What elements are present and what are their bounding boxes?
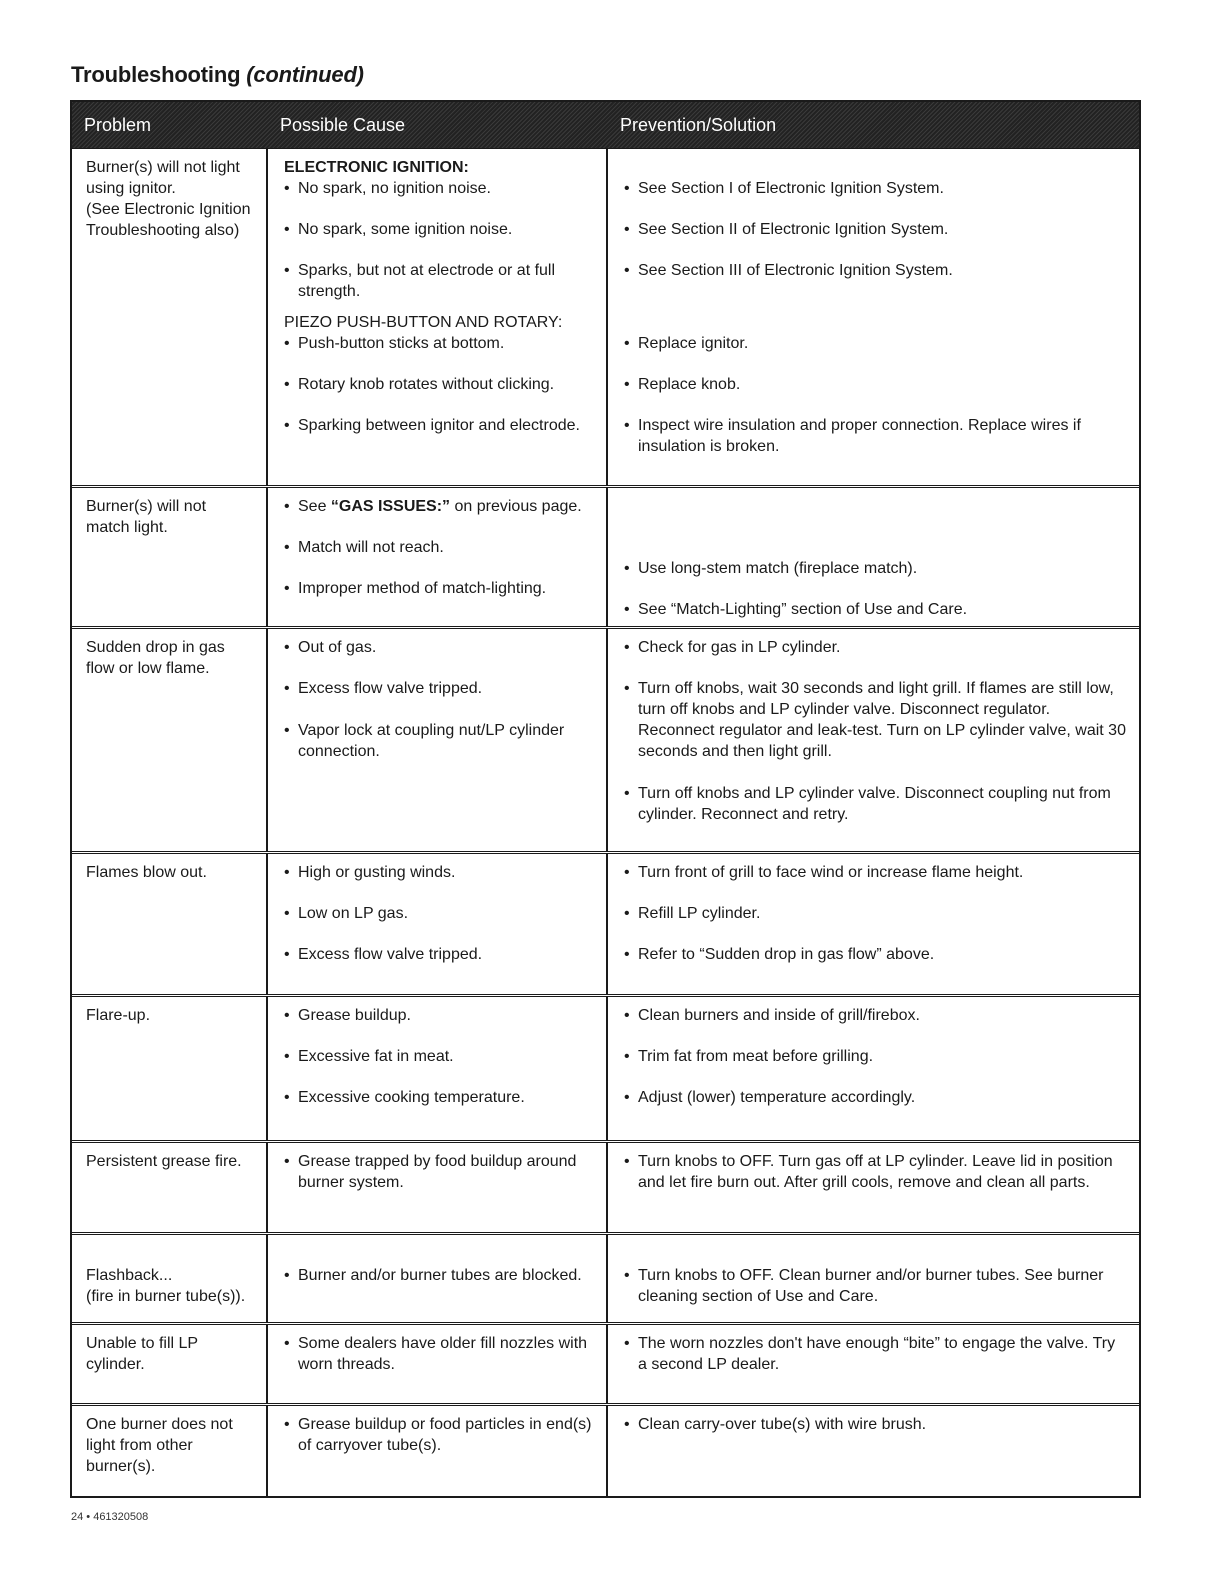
table-row — [72, 626, 1139, 851]
cause-cell — [268, 997, 608, 1140]
cause-item: • Rotary knob rotates without clicking. — [284, 374, 594, 395]
solution-cell — [608, 854, 1139, 994]
cause-entry — [284, 1046, 594, 1067]
cause-entry — [284, 1151, 594, 1193]
solution-item: • See “Match-Lighting” section of Use and Care. — [624, 599, 1127, 620]
problem-cell — [72, 1143, 268, 1232]
troubleshooting-table — [70, 100, 1141, 1498]
cause-cell — [268, 1143, 608, 1232]
cause-entry — [284, 1414, 594, 1456]
problem-text: using ignitor. — [86, 180, 176, 197]
cause-heading: ELECTRONIC IGNITION: — [284, 159, 469, 176]
problem-text: flow or low flame. — [86, 660, 210, 677]
solution-item: • See Section III of Electronic Ignition System. — [624, 260, 1127, 281]
cause-item: • Some dealers have older fill nozzles with worn threads. — [284, 1333, 594, 1375]
cause-entry — [284, 637, 594, 658]
solution-cell — [608, 997, 1139, 1140]
problem-text: Flare-up. — [86, 1007, 151, 1024]
cause-entry — [284, 944, 594, 965]
problem-cell — [72, 488, 268, 626]
problem-text: Unable to fill LP — [86, 1335, 199, 1352]
table-row — [72, 148, 1139, 485]
problem-text: Troubleshooting also) — [86, 222, 240, 239]
table-row — [72, 1403, 1139, 1496]
problem-cell — [72, 1406, 268, 1496]
problem-cell — [72, 149, 268, 485]
cause-entry — [284, 903, 594, 924]
solution-item: • Check for gas in LP cylinder. — [624, 637, 1127, 658]
solution-item: • Replace ignitor. — [624, 333, 1127, 354]
table-row — [72, 1232, 1139, 1322]
problem-text: Burner(s) will not light — [86, 159, 240, 176]
cause-entry — [284, 374, 594, 395]
solution-item: • Use long-stem match (fireplace match). — [624, 558, 1127, 579]
solution-cell — [608, 1143, 1139, 1232]
cause-item: • Sparking between ignitor and electrode. — [284, 415, 594, 436]
cause-item: • Excess flow valve tripped. — [284, 678, 594, 699]
problem-text: One burner does not — [86, 1416, 233, 1433]
cause-text: See — [298, 498, 331, 515]
solution-item: • Adjust (lower) temperature accordingly. — [624, 1087, 1127, 1108]
cause-cell — [268, 488, 608, 626]
cause-item: • Grease buildup. — [284, 1005, 594, 1026]
problem-text: (See Electronic Ignition — [86, 201, 251, 218]
cause-emphasis: “GAS ISSUES:” — [330, 498, 451, 515]
solution-item: • Turn off knobs, wait 30 seconds and light grill. If flames are still low, turn off knobs and LP cylinder valve. Disconnect regulator. Reconnect regulator and leak-test. Turn on LP cylinder valve, wait 30 seconds and then light grill. — [624, 678, 1127, 762]
solution-item: • Refill LP cylinder. — [624, 903, 1127, 924]
cause-item: • Excessive cooking temperature. — [284, 1087, 594, 1108]
solution-cell — [608, 488, 1139, 626]
cause-entry — [284, 678, 594, 699]
problem-cell — [72, 629, 268, 851]
cause-item: • Sparks, but not at electrode or at full strength. — [284, 260, 594, 302]
table-row — [72, 851, 1139, 994]
cause-item: • No spark, no ignition noise. — [284, 178, 594, 199]
solution-item: • Turn off knobs and LP cylinder valve. Disconnect coupling nut from cylinder. Reconnect and retry. — [624, 783, 1127, 825]
problem-text: light from other — [86, 1437, 193, 1454]
solution-cell — [608, 1325, 1139, 1403]
cause-item: • Push-button sticks at bottom. — [284, 333, 594, 354]
cause-item: • Grease trapped by food buildup around burner system. — [284, 1151, 594, 1193]
cause-cell — [268, 629, 608, 851]
table-body — [72, 148, 1139, 1496]
title-continued: (continued) — [246, 62, 364, 87]
cause-entry — [284, 1005, 594, 1026]
table-row — [72, 485, 1139, 626]
cause-cell — [268, 149, 608, 485]
cause-item: • Match will not reach. — [284, 537, 594, 558]
problem-cell — [72, 1325, 268, 1403]
table-header — [72, 102, 1139, 148]
cause-item: • Improper method of match-lighting. — [284, 578, 594, 599]
cause-entry — [284, 415, 594, 436]
cause-item: • Grease buildup or food particles in end(s) of carryover tube(s). — [284, 1414, 594, 1456]
cause-entry — [284, 862, 594, 883]
column-header-solution: Prevention/Solution — [620, 114, 777, 135]
page-footer: 24 • 461320508 — [71, 1511, 149, 1523]
problem-cell — [72, 1235, 268, 1322]
table-row — [72, 1140, 1139, 1232]
solution-item: • Trim fat from meat before grilling. — [624, 1046, 1127, 1067]
cause-subheading: PIEZO PUSH-BUTTON AND ROTARY: — [284, 314, 563, 331]
table-row — [72, 994, 1139, 1140]
solution-item: • The worn nozzles don't have enough “bite” to engage the valve. Try a second LP dealer. — [624, 1333, 1127, 1375]
cause-entry — [284, 157, 594, 199]
cause-item: • Excess flow valve tripped. — [284, 944, 594, 965]
cause-item: • No spark, some ignition noise. — [284, 219, 594, 240]
cause-cell — [268, 1325, 608, 1403]
solution-item: • See Section I of Electronic Ignition System. — [624, 178, 1127, 199]
problem-text: burner(s). — [86, 1458, 156, 1475]
cause-item: • Vapor lock at coupling nut/LP cylinder connection. — [284, 720, 594, 762]
cause-item: • Low on LP gas. — [284, 903, 594, 924]
solution-item: • Refer to “Sudden drop in gas flow” above. — [624, 944, 1127, 965]
solution-cell — [608, 1235, 1139, 1322]
solution-item: • Turn knobs to OFF. Clean burner and/or burner tubes. See burner cleaning section of Use and Care. — [624, 1265, 1127, 1307]
solution-item: • Clean burners and inside of grill/firebox. — [624, 1005, 1127, 1026]
cause-entry — [284, 578, 594, 599]
cause-cell — [268, 1406, 608, 1496]
solution-item: • Clean carry-over tube(s) with wire brush. — [624, 1414, 1127, 1435]
problem-text: match light. — [86, 519, 168, 536]
cause-entry — [284, 219, 594, 240]
cause-item: • Burner and/or burner tubes are blocked. — [284, 1265, 594, 1286]
problem-cell — [72, 997, 268, 1140]
problem-cell — [72, 854, 268, 994]
cause-item: • Out of gas. — [284, 637, 594, 658]
problem-text: cylinder. — [86, 1356, 145, 1373]
column-header-problem: Problem — [84, 114, 152, 135]
cause-entry — [284, 260, 594, 302]
cause-entry — [284, 720, 594, 762]
cause-entry — [284, 1265, 594, 1286]
cause-item: • Excessive fat in meat. — [284, 1046, 594, 1067]
cause-entry — [284, 1333, 594, 1375]
solution-item: • Replace knob. — [624, 374, 1127, 395]
cause-item — [284, 496, 594, 517]
solution-cell — [608, 629, 1139, 851]
cause-entry — [284, 496, 594, 517]
page-title — [71, 62, 364, 88]
column-header-cause: Possible Cause — [280, 114, 406, 135]
solution-spacer — [624, 517, 1127, 538]
solution-cell — [608, 1406, 1139, 1496]
problem-text: Flames blow out. — [86, 864, 207, 881]
cause-item: • High or gusting winds. — [284, 862, 594, 883]
title-text: Troubleshooting — [71, 62, 241, 87]
solution-cell — [608, 149, 1139, 485]
cause-entry — [284, 537, 594, 558]
problem-text: Persistent grease fire. — [86, 1153, 242, 1170]
cause-entry — [284, 1087, 594, 1108]
cause-cell — [268, 1235, 608, 1322]
cause-text: on previous page. — [450, 498, 582, 515]
solution-item: • Turn knobs to OFF. Turn gas off at LP cylinder. Leave lid in position and let fire burn out. After grill cools, remove and clean all parts. — [624, 1151, 1127, 1193]
solution-item: • Inspect wire insulation and proper connection. Replace wires if insulation is broken. — [624, 415, 1127, 457]
solution-item: • Turn front of grill to face wind or increase flame height. — [624, 862, 1127, 883]
table-row — [72, 1322, 1139, 1403]
problem-text: Burner(s) will not — [86, 498, 207, 515]
cause-entry — [284, 312, 594, 354]
solution-item: • See Section II of Electronic Ignition System. — [624, 219, 1127, 240]
problem-text: Flashback... — [86, 1267, 173, 1284]
cause-cell — [268, 854, 608, 994]
problem-text: (fire in burner tube(s)). — [86, 1288, 246, 1305]
problem-text: Sudden drop in gas — [86, 639, 225, 656]
